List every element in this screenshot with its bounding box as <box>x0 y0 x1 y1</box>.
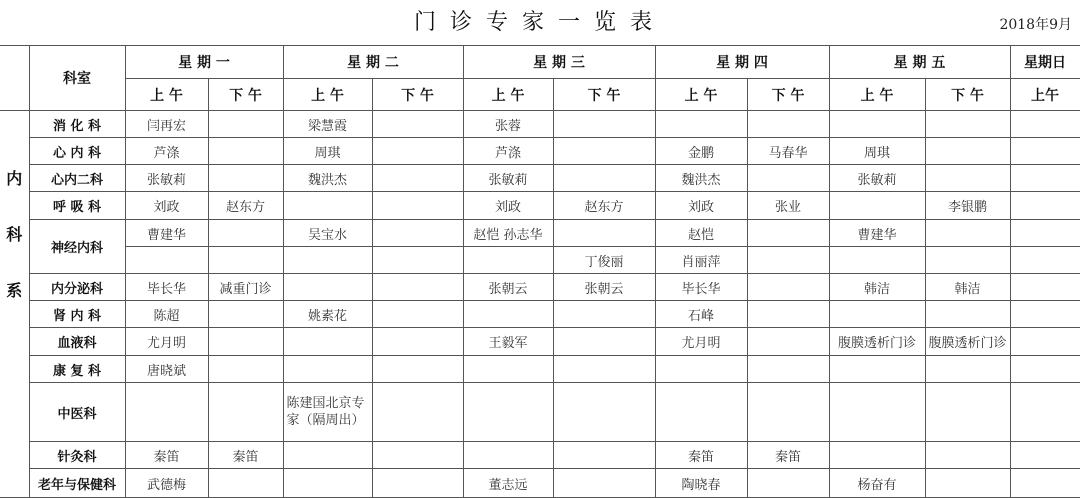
doctor-cell <box>1010 301 1080 328</box>
doctor-cell: 赵东方 <box>553 192 655 220</box>
doctor-cell: 尤月明 <box>655 328 747 356</box>
doctor-cell <box>925 301 1010 328</box>
doctor-cell <box>125 383 208 442</box>
doctor-cell: 腹膜透析门诊 <box>925 328 1010 356</box>
doctor-cell <box>925 247 1010 274</box>
doctor-cell <box>463 442 553 469</box>
doctor-cell <box>829 356 925 383</box>
table-row <box>0 301 1080 328</box>
day-header: 星 期 三 <box>463 46 655 79</box>
table-row <box>0 469 1080 498</box>
doctor-cell <box>747 328 829 356</box>
doctor-cell <box>1010 274 1080 301</box>
table-row <box>0 220 1080 247</box>
day-header: 星 期 一 <box>125 46 283 79</box>
doctor-cell <box>283 356 372 383</box>
doctor-cell <box>747 469 829 498</box>
doctor-cell: 曹建华 <box>829 220 925 247</box>
dept-cell: 心内二科 <box>29 165 125 192</box>
doctor-cell <box>372 356 463 383</box>
doctor-cell: 李银鹏 <box>925 192 1010 220</box>
doctor-cell <box>372 192 463 220</box>
doctor-cell: 周琪 <box>829 138 925 165</box>
doctor-cell <box>925 356 1010 383</box>
dept-cell: 中医科 <box>29 383 125 442</box>
blank-corner <box>0 46 29 111</box>
doctor-cell <box>829 383 925 442</box>
dept-cell: 肾 内 科 <box>29 301 125 328</box>
doctor-cell: 张敏莉 <box>829 165 925 192</box>
doctor-cell: 金鹏 <box>655 138 747 165</box>
doctor-cell: 刘政 <box>463 192 553 220</box>
doctor-cell <box>208 165 283 192</box>
doctor-cell: 石峰 <box>655 301 747 328</box>
doctor-cell <box>553 442 655 469</box>
category-char: 科 <box>6 225 23 244</box>
doctor-cell <box>208 383 283 442</box>
table-row <box>0 356 1080 383</box>
doctor-cell: 梁慧霞 <box>283 111 372 138</box>
doctor-cell: 丁俊丽 <box>553 247 655 274</box>
doctor-cell: 王毅军 <box>463 328 553 356</box>
doctor-cell: 赵恺 <box>655 220 747 247</box>
doctor-cell <box>829 111 925 138</box>
dept-cell: 针灸科 <box>29 442 125 469</box>
doctor-cell: 毕长华 <box>125 274 208 301</box>
doctor-cell <box>283 328 372 356</box>
doctor-cell <box>747 356 829 383</box>
doctor-cell: 张业 <box>747 192 829 220</box>
doctor-cell <box>553 469 655 498</box>
doctor-cell <box>372 328 463 356</box>
doctor-cell <box>283 247 372 274</box>
doctor-cell <box>655 111 747 138</box>
doctor-cell: 董志远 <box>463 469 553 498</box>
doctor-cell <box>553 111 655 138</box>
dept-cell: 康 复 科 <box>29 356 125 383</box>
doctor-cell <box>829 192 925 220</box>
doctor-cell <box>208 220 283 247</box>
doctor-cell <box>1010 138 1080 165</box>
pm-header: 下 午 <box>553 79 655 111</box>
doctor-cell <box>125 247 208 274</box>
day-header: 星 期 二 <box>283 46 463 79</box>
doctor-cell: 杨奋有 <box>829 469 925 498</box>
doctor-cell: 陈超 <box>125 301 208 328</box>
table-row <box>0 247 1080 274</box>
doctor-cell <box>1010 469 1080 498</box>
doctor-cell: 陶晓春 <box>655 469 747 498</box>
doctor-cell <box>553 165 655 192</box>
doctor-cell <box>372 220 463 247</box>
doctor-cell <box>925 442 1010 469</box>
doctor-cell <box>553 328 655 356</box>
doctor-cell: 秦笛 <box>125 442 208 469</box>
doctor-cell: 韩洁 <box>925 274 1010 301</box>
doctor-cell: 韩洁 <box>829 274 925 301</box>
doctor-cell: 尤月明 <box>125 328 208 356</box>
am-header: 上 午 <box>125 79 208 111</box>
doctor-cell <box>372 111 463 138</box>
doctor-cell <box>829 442 925 469</box>
doctor-cell <box>829 247 925 274</box>
doctor-cell: 姚素花 <box>283 301 372 328</box>
day-header: 星 期 四 <box>655 46 829 79</box>
doctor-cell <box>372 274 463 301</box>
doctor-cell <box>553 138 655 165</box>
doctor-cell <box>925 383 1010 442</box>
doctor-cell: 马春华 <box>747 138 829 165</box>
doctor-cell <box>747 220 829 247</box>
category-cell <box>0 111 29 498</box>
doctor-cell: 芦涤 <box>125 138 208 165</box>
doctor-cell <box>747 301 829 328</box>
doctor-cell <box>553 383 655 442</box>
am-header: 上 午 <box>829 79 925 111</box>
doctor-cell <box>553 301 655 328</box>
dept-cell: 血液科 <box>29 328 125 356</box>
am-header: 上 午 <box>655 79 747 111</box>
doctor-cell <box>463 247 553 274</box>
doctor-cell <box>747 383 829 442</box>
doctor-cell: 刘政 <box>655 192 747 220</box>
date-label: 2018年9月 <box>999 17 1072 33</box>
doctor-cell <box>463 356 553 383</box>
doctor-cell <box>1010 383 1080 442</box>
table-row <box>0 138 1080 165</box>
dept-cell: 内分泌科 <box>29 274 125 301</box>
category-char: 系 <box>6 281 23 300</box>
doctor-cell: 张蓉 <box>463 111 553 138</box>
doctor-cell: 张朝云 <box>553 274 655 301</box>
doctor-cell: 武德梅 <box>125 469 208 498</box>
doctor-cell <box>372 442 463 469</box>
am-header: 上午 <box>1010 79 1080 111</box>
table-row <box>0 192 1080 220</box>
doctor-cell: 芦涤 <box>463 138 553 165</box>
doctor-cell <box>747 274 829 301</box>
dept-cell: 消 化 科 <box>29 111 125 138</box>
doctor-cell <box>1010 192 1080 220</box>
doctor-cell <box>1010 247 1080 274</box>
page-title: 门诊专家一览表 <box>413 10 666 35</box>
table-row <box>0 274 1080 301</box>
doctor-cell <box>655 356 747 383</box>
doctor-cell: 秦笛 <box>747 442 829 469</box>
doctor-cell <box>1010 328 1080 356</box>
doctor-cell <box>1010 165 1080 192</box>
doctor-cell: 闫再宏 <box>125 111 208 138</box>
doctor-cell: 张朝云 <box>463 274 553 301</box>
doctor-cell: 赵东方 <box>208 192 283 220</box>
doctor-cell <box>208 247 283 274</box>
am-header: 上 午 <box>283 79 372 111</box>
schedule-table <box>0 45 1080 498</box>
doctor-cell: 唐晓斌 <box>125 356 208 383</box>
pm-header: 下 午 <box>208 79 283 111</box>
header-ampm-row <box>0 79 1080 111</box>
am-header: 上 午 <box>463 79 553 111</box>
doctor-cell <box>925 111 1010 138</box>
doctor-cell: 吴宝水 <box>283 220 372 247</box>
doctor-cell <box>829 301 925 328</box>
doctor-cell <box>1010 356 1080 383</box>
doctor-cell: 周琪 <box>283 138 372 165</box>
doctor-cell <box>208 356 283 383</box>
doctor-cell <box>655 383 747 442</box>
doctor-cell: 刘政 <box>125 192 208 220</box>
doctor-cell <box>1010 220 1080 247</box>
doctor-cell <box>925 165 1010 192</box>
dept-cell: 神经内科 <box>29 220 125 274</box>
table-row <box>0 442 1080 469</box>
doctor-cell <box>463 383 553 442</box>
table-row <box>0 328 1080 356</box>
doctor-cell <box>372 301 463 328</box>
doctor-cell <box>747 247 829 274</box>
doctor-cell <box>208 111 283 138</box>
doctor-cell: 减重门诊 <box>208 274 283 301</box>
doctor-cell <box>372 383 463 442</box>
dept-header: 科室 <box>29 46 125 111</box>
doctor-cell <box>208 138 283 165</box>
table-row <box>0 165 1080 192</box>
doctor-cell <box>283 442 372 469</box>
doctor-cell <box>747 111 829 138</box>
doctor-cell <box>553 220 655 247</box>
day-header: 星期日 <box>1010 46 1080 79</box>
doctor-cell <box>925 138 1010 165</box>
doctor-cell: 秦笛 <box>208 442 283 469</box>
doctor-cell <box>1010 111 1080 138</box>
doctor-cell <box>925 220 1010 247</box>
doctor-cell <box>208 328 283 356</box>
doctor-cell: 魏洪杰 <box>655 165 747 192</box>
table-row <box>0 383 1080 442</box>
doctor-cell: 腹膜透析门诊 <box>829 328 925 356</box>
doctor-cell: 肖丽萍 <box>655 247 747 274</box>
day-header: 星 期 五 <box>829 46 1010 79</box>
doctor-cell: 魏洪杰 <box>283 165 372 192</box>
pm-header: 下 午 <box>372 79 463 111</box>
doctor-cell <box>463 301 553 328</box>
doctor-cell <box>283 274 372 301</box>
dept-cell: 呼 吸 科 <box>29 192 125 220</box>
doctor-cell: 赵恺 孙志华 <box>463 220 553 247</box>
doctor-cell: 张敏莉 <box>463 165 553 192</box>
doctor-cell <box>372 247 463 274</box>
doctor-cell <box>208 469 283 498</box>
doctor-cell: 毕长华 <box>655 274 747 301</box>
pm-header: 下 午 <box>925 79 1010 111</box>
doctor-cell <box>372 469 463 498</box>
doctor-cell: 张敏莉 <box>125 165 208 192</box>
table-row <box>0 111 1080 138</box>
pm-header: 下 午 <box>747 79 829 111</box>
doctor-cell <box>747 165 829 192</box>
category-char: 内 <box>6 169 23 188</box>
doctor-cell: 曹建华 <box>125 220 208 247</box>
doctor-cell <box>283 469 372 498</box>
dept-cell: 老年与保健科 <box>29 469 125 498</box>
doctor-cell: 秦笛 <box>655 442 747 469</box>
doctor-cell <box>1010 442 1080 469</box>
header-days-row <box>0 46 1080 79</box>
doctor-cell <box>925 469 1010 498</box>
doctor-cell <box>208 301 283 328</box>
doctor-cell <box>283 192 372 220</box>
doctor-cell <box>372 138 463 165</box>
doctor-cell <box>553 356 655 383</box>
doctor-cell <box>372 165 463 192</box>
dept-cell: 心 内 科 <box>29 138 125 165</box>
doctor-cell: 陈建国北京专家（隔周出） <box>283 383 372 442</box>
